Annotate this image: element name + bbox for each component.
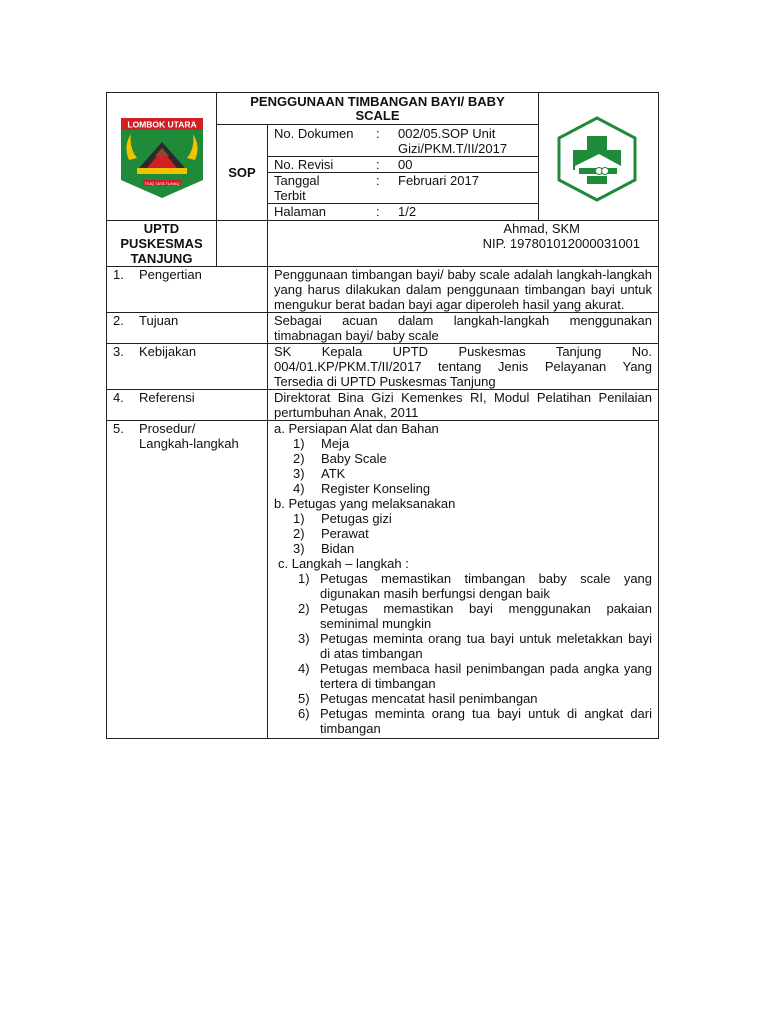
list-item: 3) Petugas meminta orang tua bayi untuk meletakkan bayi di atas timbangan — [298, 631, 653, 661]
list-item: 3) ATK — [293, 466, 346, 481]
sop-table — [106, 92, 659, 739]
meta-sep: : — [376, 204, 380, 219]
document-title — [217, 93, 539, 125]
lombok-utara-logo — [107, 96, 217, 214]
meta-sep: : — [376, 126, 380, 141]
list-item: 2) Petugas memastikan bayi menggunakan pakaian seminimal mungkin — [298, 601, 653, 631]
meta-key: Tanggal Terbit — [274, 173, 320, 203]
list-item: 5) Petugas mencatat hasil penimbangan — [298, 691, 538, 706]
meta-halaman — [268, 203, 538, 219]
lombok-utara-logo-text: LOMBOK UTARA — [127, 119, 197, 130]
prosedur-c-title: c. Langkah – langkah : — [278, 556, 409, 571]
meta-value: Februari 2017 — [398, 173, 479, 188]
organization-name-text: UPTD PUSKESMAS TANJUNG — [120, 221, 203, 266]
section-label-kebijakan — [107, 344, 268, 390]
section-text-referensi: Direktorat Bina Gizi Kemenkes RI, Modul Pelatihan Penilaian pertumbuhan Anak, 2011 — [268, 390, 659, 421]
section-text-prosedur — [268, 421, 659, 739]
prosedur-b-title: b. Petugas yang melaksanakan — [274, 496, 456, 511]
prosedur-c-list — [268, 571, 658, 736]
section-label-pengertian — [107, 267, 268, 313]
section-label: Prosedur/ — [139, 421, 196, 436]
sop-label — [217, 125, 268, 221]
section-number: 2. — [113, 313, 124, 328]
meta-value: 1/2 — [398, 204, 417, 219]
prosedur-b-list — [268, 511, 658, 556]
sop-document — [106, 92, 658, 739]
section-number: 3. — [113, 344, 124, 359]
section-label-prosedur — [107, 421, 268, 739]
signatory-name: Ahmad, SKM — [503, 221, 581, 236]
section-label-continued: Langkah-langkah — [139, 436, 239, 451]
lombok-utara-logo-motto: TIOQ TATA TUNAQ — [144, 181, 180, 186]
puskesmas-logo — [539, 96, 659, 214]
section-label: Referensi — [139, 390, 195, 405]
section-label-tujuan — [107, 313, 268, 344]
list-item: 1) Meja — [293, 436, 350, 451]
list-item: 4) Petugas membaca hasil penimbangan pada angka yang tertera di timbangan — [298, 661, 653, 691]
list-item: 2) Baby Scale — [293, 451, 387, 466]
document-meta — [268, 125, 539, 221]
section-label: Tujuan — [139, 313, 179, 328]
meta-key: Halaman — [274, 204, 327, 219]
section-text-tujuan: Sebagai acuan dalam langkah-langkah menggunakan timabnagan bayi/ baby scale — [268, 313, 659, 344]
signature-block — [268, 221, 659, 267]
lombok-utara-logo-cell — [107, 93, 217, 221]
list-item: 2) Perawat — [293, 526, 369, 541]
organization-name — [107, 221, 217, 267]
sop-label-text: SOP — [228, 165, 256, 180]
signature-blank — [217, 221, 268, 267]
prosedur-a-list — [268, 436, 658, 496]
list-item: 3) Bidan — [293, 541, 355, 556]
meta-value: 00 — [398, 157, 413, 172]
section-number: 5. — [113, 421, 124, 436]
prosedur-a-title: a. Persiapan Alat dan Bahan — [274, 421, 439, 436]
list-item: 1) Petugas memastikan timbangan baby scale yang digunakan masih berfungsi dengan baik — [298, 571, 653, 601]
list-item: 4) Register Konseling — [293, 481, 431, 496]
meta-key: No. Revisi — [274, 157, 334, 172]
section-number: 4. — [113, 390, 124, 405]
signatory-nip: NIP. 197801012000031001 — [482, 236, 641, 251]
section-label: Kebijakan — [139, 344, 197, 359]
meta-sep: : — [376, 157, 380, 172]
meta-tanggal-terbit — [268, 172, 538, 203]
document-title-text: PENGGUNAAN TIMBANGAN BAYI/ BABY SCALE — [250, 94, 505, 123]
meta-no-dokumen — [268, 126, 538, 156]
meta-sep: : — [376, 173, 380, 188]
section-label-referensi — [107, 390, 268, 421]
list-item: 1) Petugas gizi — [293, 511, 392, 526]
section-number: 1. — [113, 267, 124, 282]
list-item: 6) Petugas meminta orang tua bayi untuk di angkat dari timbangan — [298, 706, 653, 736]
meta-no-revisi — [268, 156, 538, 172]
meta-value: 002/05.SOP Unit Gizi/PKM.T/II/2017 — [398, 126, 508, 156]
meta-key: No. Dokumen — [274, 126, 354, 141]
puskesmas-logo-cell — [539, 93, 659, 221]
section-text-kebijakan: SK Kepala UPTD Puskesmas Tanjung No. 004/01.KP/PKM.T/II/2017 tentang Jenis Pelayanan Yang Tersedia di UPTD Puskesmas Tanjung — [268, 344, 659, 390]
section-text-pengertian: Penggunaan timbangan bayi/ baby scale adalah langkah-langkah yang harus dilakukan dalam penggunaan timbangan bayi untuk mengukur berat badan bayi agar diperoleh hasil yang akurat. — [268, 267, 659, 313]
section-label: Pengertian — [139, 267, 202, 282]
